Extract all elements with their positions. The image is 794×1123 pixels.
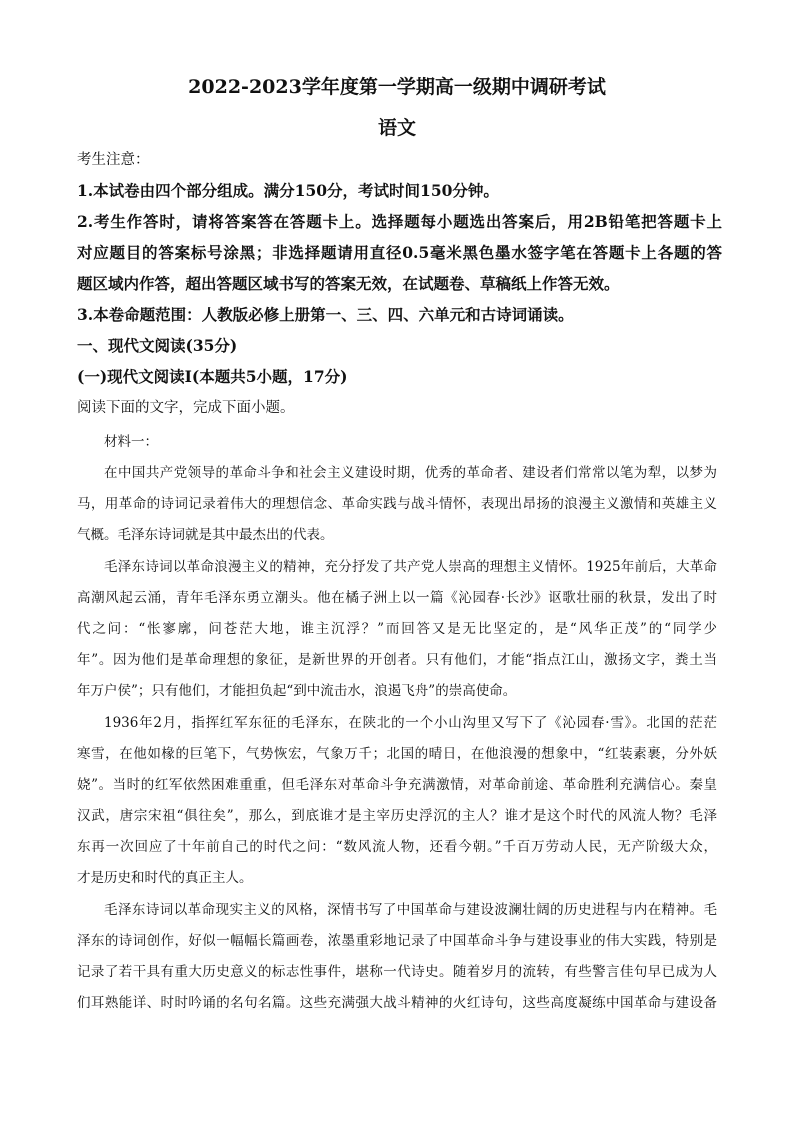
passage-line: 寒雪，在他如椽的巨笔下，气势恢宏，气象万千；北国的晴日，在他浪漫的想象中，“红装素裹，分外妖: [77, 746, 717, 762]
passage-line: 东再一次回应了十年前自己的时代之问：“数风流人物，还看今朝。”千百万劳动人民，无产阶级大众，: [77, 839, 717, 855]
passage-line: 们耳熟能详、时时吟诵的名句名篇。这些充满强大战斗精神的火红诗句，这些高度凝练中国革命与建设备: [77, 995, 717, 1011]
exam-title: 2022-2023学年度第一学期高一级期中调研考试: [188, 76, 606, 98]
notice-heading: 考生注意：: [77, 152, 150, 168]
passage-line: 在中国共产党领导的革命斗争和社会主义建设时期，优秀的革命者、建设者们常常以笔为犁，以梦为: [104, 465, 717, 481]
passage-line: 毛泽东诗词以革命浪漫主义的精神，充分抒发了共产党人崇高的理想主义情怀。1925年前后，大革命: [104, 559, 717, 575]
reading-instruction: 阅读下面的文字，完成下面小题。: [77, 400, 295, 416]
notice-item-3: 3.本卷命题范围：人教版必修上册第一、三、四、六单元和古诗词诵读。: [77, 305, 574, 324]
passage-line: 马，用革命的诗词记录着伟大的理想信念、革命实践与战斗情怀，表现出昂扬的浪漫主义激情和英雄主义: [77, 496, 717, 512]
material-label: 材料一：: [104, 434, 158, 450]
passage-line: 年”。因为他们是革命理想的象征，是新世界的开创者。只有他们，才能“指点江山，激扬文字，粪土当: [77, 652, 717, 668]
notice-item-2-line-2: 对应题目的答案标号涂黑；非选择题请用直径0.5毫米黑色墨水签字笔在答题卡上各题的答: [77, 243, 722, 262]
subject-title: 语文: [377, 117, 416, 139]
passage-line: 汉武，唐宗宋祖“俱往矣”，那么，到底谁才是主宰历史浮沉的主人？谁才是这个时代的风流人物？毛泽: [77, 808, 717, 824]
notice-item-2: 2.考生作答时，请将答案答在答题卡上。选择题每小题选出答案后，用2B铅笔把答题卡上: [77, 212, 722, 231]
section-heading: 一、现代文阅读(35分): [77, 336, 238, 355]
notice-item-1: 1.本试卷由四个部分组成。满分150分，考试时间150分钟。: [77, 181, 499, 200]
passage-line: 代之问：“怅寥廓，问苍茫大地，谁主沉浮？”而回答又是无比坚定的，是“风华正茂”的“同学少: [77, 621, 717, 637]
notice-item-2-line-3: 题区域内作答，超出答题区域书写的答案无效，在试题卷、草稿纸上作答无效。: [77, 274, 620, 293]
passage-line: 记录了若干具有重大历史意义的标志性事件，堪称一代诗史。随着岁月的流转，有些警言佳句早已成为人: [77, 964, 717, 980]
passage-line: 高潮风起云涌，青年毛泽东勇立潮头。他在橘子洲上以一篇《沁园春·长沙》讴歌壮丽的秋景，发出了时: [77, 590, 717, 606]
passage-line: 年万户侯”；只有他们，才能担负起“到中流击水，浪遏飞舟”的崇高使命。: [77, 683, 517, 699]
passage-line: 才是历史和时代的真正主人。: [77, 870, 253, 886]
subsection-heading: (一)现代文阅读Ⅰ(本题共5小题，17分): [77, 367, 348, 386]
passage-line: 毛泽东诗词以革命现实主义的风格，深情书写了中国革命与建设波澜壮阔的历史进程与内在精神。毛: [104, 902, 717, 918]
passage-line: 娆”。当时的红军依然困难重重，但毛泽东对革命斗争充满激情，对革命前途、革命胜利充满信心。秦皇: [77, 777, 717, 793]
passage-line: 气概。毛泽东诗词就是其中最杰出的代表。: [77, 527, 334, 543]
passage-line: 1936年2月，指挥红军东征的毛泽东，在陕北的一个小山沟里又写下了《沁园春·雪》。北国的茫茫: [104, 715, 717, 731]
passage-line: 泽东的诗词创作，好似一幅幅长篇画卷，浓墨重彩地记录了中国革命斗争与建设事业的伟大实践，特别是: [77, 933, 717, 949]
